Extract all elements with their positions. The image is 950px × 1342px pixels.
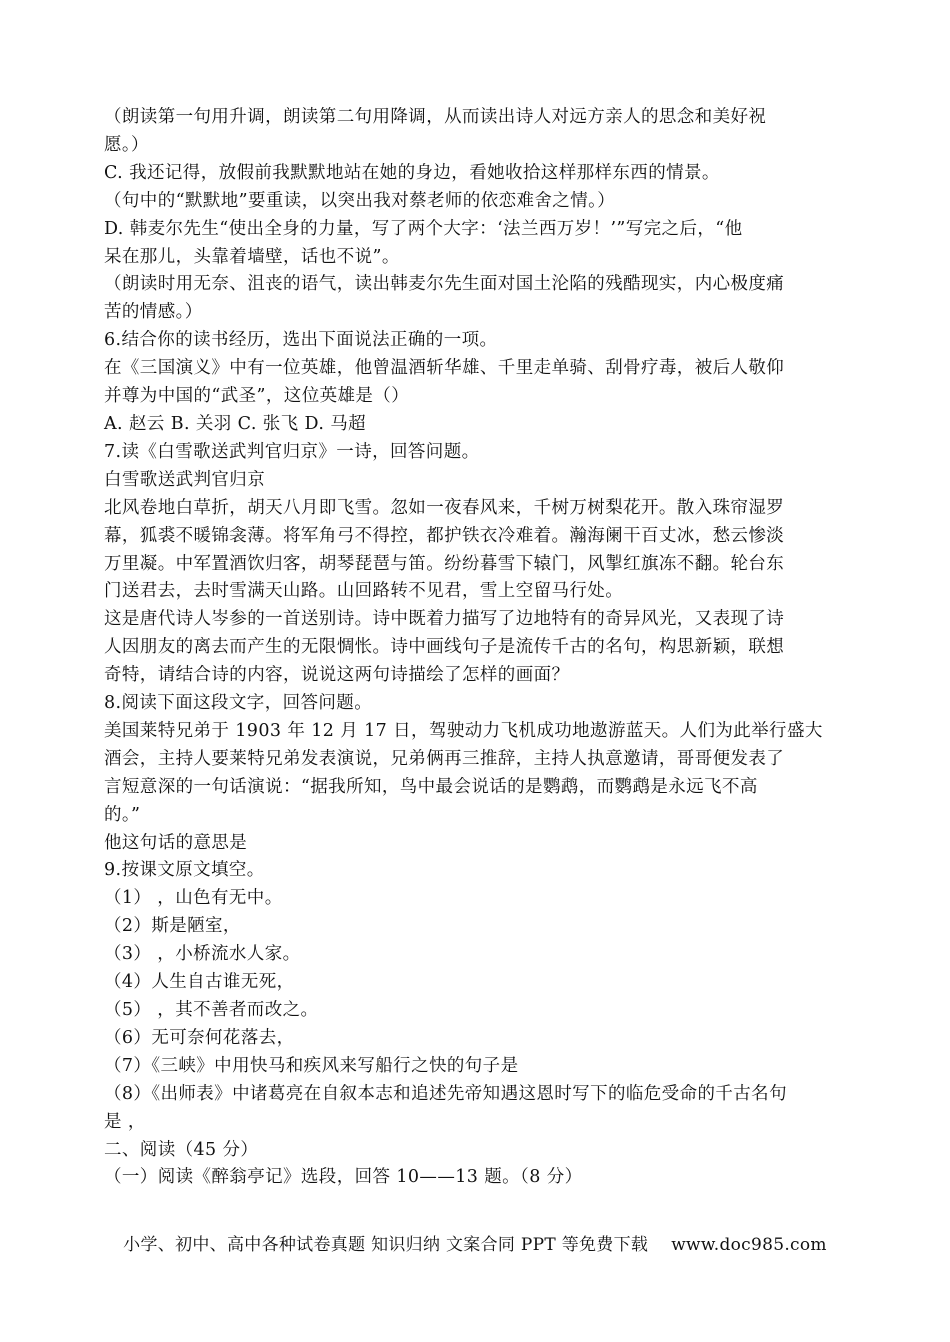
document-body: [104, 104, 844, 1192]
fill-blank-item: （3） ，小桥流水人家。: [104, 944, 301, 965]
poem-line: 幕，狐裘不暖锦衾薄。将军角弓不得控，都护铁衣冷难着。瀚海阑干百丈冰，愁云惨淡: [104, 525, 785, 546]
text-line: 苦的情感。）: [104, 302, 203, 323]
text-line: 呆在那儿，头靠着墙壁，话也不说”。: [104, 246, 400, 267]
fill-blank-item: （8）《出师表》中诸葛亮在自叙本志和追述先帝知遇这恩时写下的临危受命的千古名句: [104, 1083, 787, 1104]
poem-line: 万里凝。中军置酒饮归客，胡琴琵琶与笛。纷纷暮雪下辕门，风掣红旗冻不翻。轮台东: [104, 553, 785, 574]
text-line: （朗读第一句用升调，朗读第二句用降调，从而读出诗人对远方亲人的思念和美好祝: [104, 107, 767, 127]
text-line: D. 韩麦尔先生“使出全身的力量，写了两个大字：‘法兰西万岁！’”写完之后，“他: [104, 218, 743, 239]
text-line: C. 我还记得，放假前我默默地站在她的身边，看她收拾这样那样东西的情景。: [104, 162, 720, 183]
poem-title: 白雪歌送武判官归京: [104, 469, 266, 490]
poem-line: 北风卷地白草折，胡天八月即飞雪。忽如一夜春风来，千树万树梨花开。散入珠帘湿罗: [104, 497, 785, 518]
text-line: 奇特，请结合诗的内容，说说这两句诗描绘了怎样的画面？: [104, 665, 570, 686]
text-line: 愿。）: [104, 134, 149, 155]
text-line: （句中的“默默地”要重读，以突出我对蔡老师的依恋难舍之情。）: [104, 190, 616, 211]
text-line: 并尊为中国的“武圣”，这位英雄是（）: [104, 386, 410, 407]
text-line: 美国莱特兄弟于 1903 年 12 月 17 日，驾驶动力飞机成功地遨游蓝天。人们为此举行盛大: [104, 720, 823, 741]
text-line: 言短意深的一句话演说：“据我所知，鸟中最会说话的是鹦鹉，而鹦鹉是永远飞不高: [104, 776, 758, 797]
fill-blank-item: 是 ，: [104, 1111, 146, 1132]
question-9-title: 9.按课文原文填空。: [104, 860, 265, 881]
answer-options: A. 赵云 B. 关羽 C. 张飞 D. 马超: [104, 413, 367, 434]
text-line: 的。”: [104, 804, 141, 825]
fill-blank-item: （4）人生自古谁无死，: [104, 972, 295, 993]
fill-blank-item: （5） ，其不善者而改之。: [104, 1000, 319, 1020]
question-8-title: 8.阅读下面这段文字，回答问题。: [104, 693, 373, 714]
text-line: 在《三国演义》中有一位英雄，他曾温酒斩华雄、千里走单骑、刮骨疗毒，被后人敬仰: [104, 358, 785, 379]
question-6-title: 6.结合你的读书经历，选出下面说法正确的一项。: [104, 330, 498, 351]
text-line: 酒会，主持人要莱特兄弟发表演说，兄弟俩再三推辞，主持人执意邀请，哥哥便发表了: [104, 748, 785, 769]
text-line: （朗读时用无奈、沮丧的语气，读出韩麦尔先生面对国土沦陷的残酷现实，内心极度痛: [104, 274, 785, 295]
subsection-heading: （一）阅读《醉翁亭记》选段，回答 10——13 题。（8 分）: [104, 1167, 583, 1188]
fill-blank-item: （6）无可奈何花落去，: [104, 1027, 295, 1048]
question-7-title: 7.读《白雪歌送武判官归京》一诗，回答问题。: [104, 441, 480, 462]
poem-line: 门送君去，去时雪满天山路。山回路转不见君，雪上空留马行处。: [104, 581, 624, 602]
text-line: 这是唐代诗人岑参的一首送别诗。诗中既着力描写了边地特有的奇异风光，又表现了诗: [104, 609, 785, 630]
page-footer: 小学、初中、高中各种试卷真题 知识归纳 文案合同 PPT 等免费下载 www.doc985.com: [123, 1235, 827, 1255]
fill-blank-item: （2）斯是陋室，: [104, 916, 241, 937]
fill-blank-item: （7）《三峡》中用快马和疾风来写船行之快的句子是: [104, 1055, 519, 1076]
fill-blank-item: （1） ，山色有无中。: [104, 888, 283, 909]
section-heading: 二、阅读（45 分）: [104, 1139, 259, 1160]
text-line: 人因朋友的离去而产生的无限惆怅。诗中画线句子是流传千古的名句，构思新颖，联想: [104, 637, 785, 658]
text-line: 他这句话的意思是: [104, 832, 248, 853]
